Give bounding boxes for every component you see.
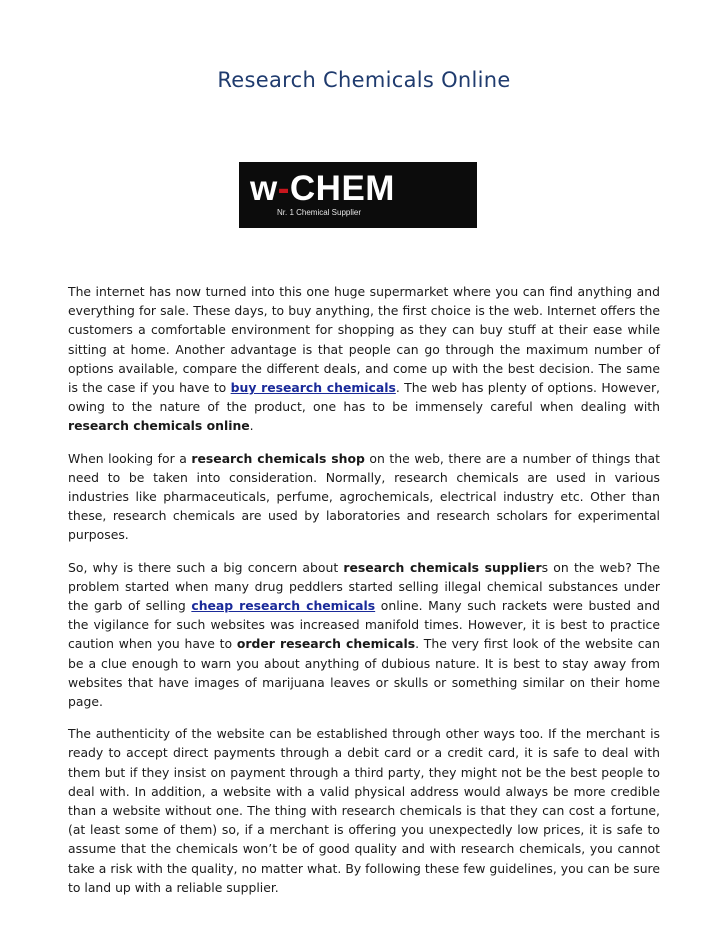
logo-tagline: Nr. 1 Chemical Supplier [277,208,362,217]
article-body [68,282,660,910]
bold-keyword: order research chemicals [236,636,416,652]
w-chem-logo [239,162,477,228]
page-title: Research Chemicals Online [217,68,511,92]
bold-keyword: research chemicals shop [191,450,365,466]
bold-keyword: research chemicals supplier [343,559,542,575]
logo-wordmark: w-CHEM [250,169,395,208]
paragraph: The internet has now turned into this one huge supermarket where you can find anything and everything for sale. These days, to buy anything, the first choice is the web. Internet offers the customers a comfortable environment for shopping as they can buy stuff at their ease while sitting at home. Another advantage is that people can go through the maximum number of options available, compare the different deals, and come up with the best decision. The same is the case if you have to buy research chemicals. The web has plenty of options. However, owing to the nature of the product, one has to be immensely careful when dealing with research chemicals online. [68,284,660,434]
cheap-research-chemicals-link[interactable]: cheap research chemicals [191,598,376,614]
paragraph: When looking for a research chemicals shop on the web, there are a number of things that need to be taken into consideration. Normally, research chemicals are used in various industries like pharmaceuticals, perfume, agrochemicals, electrical industry etc. Other than these, research chemicals are used by laboratories and research scholars for experimental purposes. [68,450,661,543]
paragraph: So, why is there such a big concern about research chemicals suppliers on the web? The problem started when many drug peddlers started selling illegal chemical substances under the garb of selling cheap research chemicals online. Many such rackets were busted and the vigilance for such websites was increased manifold times. However, it is best to practice caution when you have to order research chemicals. The very first look of the website can be a clue enough to warn you about anything of dubious nature. It is best to stay away from websites that have images of marijuana leaves or skulls or something similar on their home page. [68,559,660,710]
bold-keyword: research chemicals online [68,418,250,434]
paragraph: The authenticity of the website can be established through other ways too. If the merchant is ready to accept direct payments through a debit card or a credit card, it is safe to deal with them but if they insist on payment through a third party, they might not be the best people to deal with. In addition, a website with a valid physical address would always be more credible than a website without one. The thing with research chemicals is that they can cost a fortune, (at least some of them) so, if a merchant is offering you unexpectedly low prices, it is safe to assume that the chemicals won’t be of good quality and with research chemicals, you cannot take a risk with the quality, no matter what. By following these few guidelines, you can be sure to land up with a reliable supplier. [68,726,660,895]
buy-research-chemicals-link[interactable]: buy research chemicals [230,380,396,396]
